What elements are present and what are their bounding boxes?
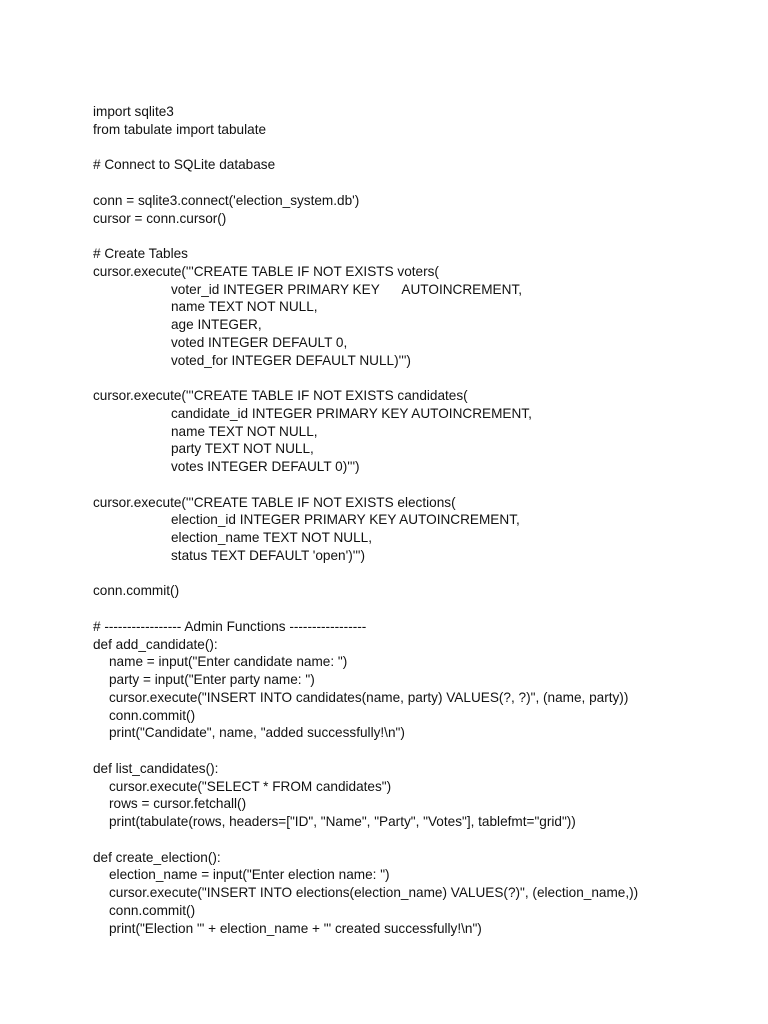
code-line: election_name = input("Enter election name: ") (109, 867, 390, 883)
code-line: import sqlite3 (93, 104, 174, 119)
code-line: cursor.execute("INSERT INTO candidates(name, party) VALUES(?, ?)", (name, party)) (109, 689, 629, 705)
blank-line (93, 565, 753, 583)
code-line: age INTEGER, (171, 317, 262, 332)
blank-line (93, 139, 753, 157)
code-line: status TEXT DEFAULT 'open')''') (171, 547, 366, 563)
code-line: rows = cursor.fetchall() (109, 796, 247, 812)
code-line: conn = sqlite3.connect('election_system.db') (93, 192, 360, 208)
code-line: conn.commit() (109, 707, 196, 723)
code-line: candidate_id INTEGER PRIMARY KEY AUTOINCREMENT, (171, 405, 532, 421)
code-line: # Create Tables (93, 246, 188, 261)
code-line: name = input("Enter candidate name: ") (109, 654, 348, 670)
code-line: cursor.execute("INSERT INTO elections(election_name) VALUES(?)", (election_name,)) (109, 885, 639, 900)
code-line: print("Election '" + election_name + "' created successfully!\n") (109, 920, 482, 936)
blank-line (93, 831, 753, 849)
code-line: party = input("Enter party name: ") (109, 672, 315, 687)
code-line: # ----------------- Admin Functions ----------------- (93, 618, 367, 634)
blank-line (93, 476, 753, 494)
code-line: name TEXT NOT NULL, (171, 423, 318, 439)
code-line: name TEXT NOT NULL, (171, 299, 318, 315)
code-line: print("Candidate", name, "added successfully!\n") (109, 725, 405, 741)
code-line: # Connect to SQLite database (93, 157, 276, 173)
code-line: cursor.execute('''CREATE TABLE IF NOT EXISTS elections( (93, 494, 456, 510)
code-line: cursor.execute('''CREATE TABLE IF NOT EXISTS candidates( (93, 388, 468, 403)
code-line: def create_election(): (93, 849, 221, 865)
blank-line (93, 369, 753, 387)
code-line: conn.commit() (109, 902, 196, 918)
code-line: election_id INTEGER PRIMARY KEY AUTOINCREMENT, (171, 512, 520, 528)
code-line: def list_candidates(): (93, 760, 219, 776)
blank-line (93, 174, 753, 192)
code-line: def add_candidate(): (93, 636, 218, 652)
code-line: party TEXT NOT NULL, (171, 441, 314, 457)
code-line: voter_id INTEGER PRIMARY KEY AUTOINCREMENT, (171, 281, 523, 297)
code-line: from tabulate import tabulate (93, 121, 267, 137)
blank-line (93, 227, 753, 245)
blank-line (93, 600, 753, 618)
code-line: cursor.execute("SELECT * FROM candidates") (109, 778, 392, 794)
code-line: voted_for INTEGER DEFAULT NULL)''') (171, 352, 411, 368)
code-line: conn.commit() (93, 583, 180, 599)
code-line: cursor.execute('''CREATE TABLE IF NOT EXISTS voters( (93, 263, 439, 279)
code-body (93, 103, 753, 937)
code-line: voted INTEGER DEFAULT 0, (171, 334, 348, 350)
code-line: cursor = conn.cursor() (93, 210, 227, 226)
code-line: election_name TEXT NOT NULL, (171, 530, 372, 545)
code-line: print(tabulate(rows, headers=["ID", "Name", "Party", "Votes"], tablefmt="grid")) (109, 814, 576, 829)
code-line: votes INTEGER DEFAULT 0)''') (171, 459, 360, 474)
blank-line (93, 742, 753, 760)
